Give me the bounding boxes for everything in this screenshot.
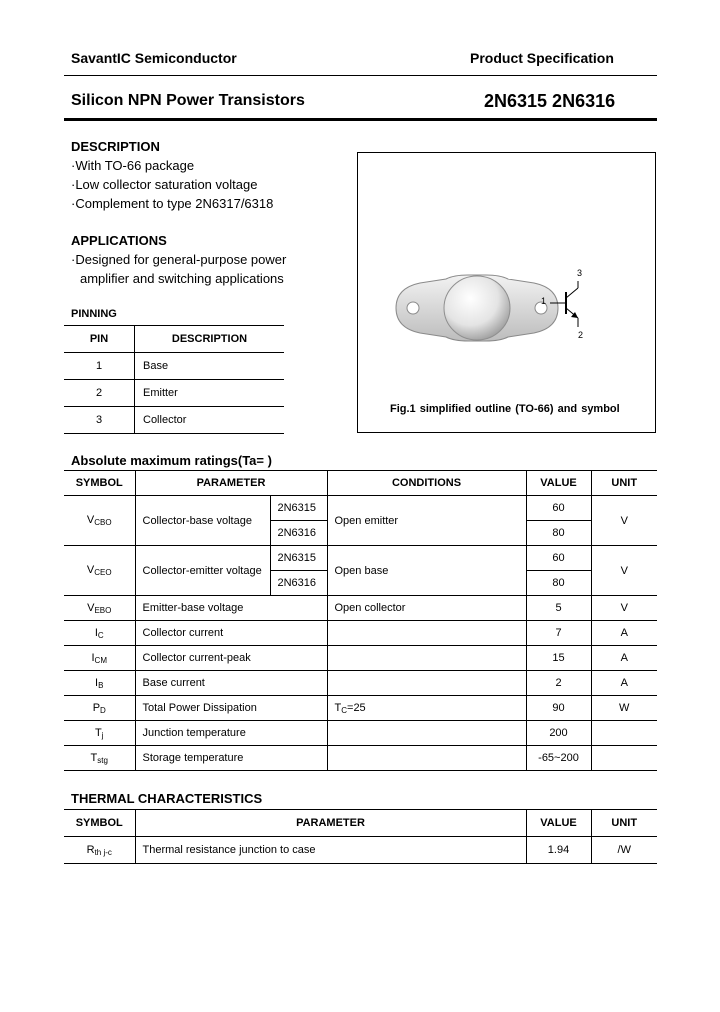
description-item: ·Complement to type 2N6317/6318 (71, 196, 274, 211)
parameter-cell: Base current (135, 671, 327, 696)
parameter-cell: Collector-base voltage (135, 496, 270, 546)
table-header-row (64, 810, 657, 837)
unit-cell: V (591, 496, 657, 546)
table-row (64, 696, 657, 721)
symbol-cell (64, 746, 135, 771)
parameter-cell: Thermal resistance junction to case (135, 837, 526, 864)
condition-cell (327, 646, 526, 671)
condition-sub: C (341, 705, 348, 715)
symbol-sub: CBO (94, 518, 112, 527)
symbol-cell (64, 696, 135, 721)
unit-cell: A (591, 646, 657, 671)
symbol-main: R (86, 843, 95, 856)
value-cell: 1.94 (526, 837, 591, 864)
description-title: DESCRIPTION (71, 139, 160, 154)
symbol-main: I (95, 676, 99, 689)
part-cell: 2N6316 (270, 521, 327, 546)
title-rule (64, 118, 657, 121)
col-header-symbol: SYMBOL (64, 471, 135, 496)
applications-title: APPLICATIONS (71, 233, 167, 248)
symbol-cell (64, 646, 135, 671)
unit-cell (591, 746, 657, 771)
condition-cell (327, 721, 526, 746)
symbol-main: V (86, 514, 95, 526)
symbol-main: P (92, 701, 101, 714)
symbol-main: T (90, 751, 98, 764)
value-cell: 80 (526, 521, 591, 546)
condition-rest: =25 (347, 701, 366, 714)
symbol-cell (64, 496, 135, 546)
figure-box (357, 152, 656, 433)
header-rule (64, 75, 657, 76)
value-cell: 2 (526, 671, 591, 696)
unit-cell: A (591, 621, 657, 646)
pin-description: Emitter (135, 380, 285, 407)
product-line: Silicon NPN Power Transistors (71, 92, 305, 109)
abs-max-table (64, 470, 657, 771)
table-row (64, 407, 284, 434)
col-header-value: VALUE (526, 810, 591, 837)
symbol-sub: j (101, 730, 104, 740)
unit-cell: V (591, 596, 657, 621)
parameter-cell: Collector current-peak (135, 646, 327, 671)
table-header-row (64, 326, 284, 353)
symbol-cell (64, 671, 135, 696)
part-numbers: 2N6315 2N6316 (484, 91, 616, 111)
table-row (64, 380, 284, 407)
symbol-main: T (94, 726, 102, 739)
symbol-pin1-label: 1 (541, 296, 547, 306)
symbol-sub: CM (94, 655, 107, 665)
condition-cell (327, 671, 526, 696)
pin-number: 2 (64, 380, 135, 407)
parameter-cell: Collector-emitter voltage (135, 546, 270, 596)
pin-number: 3 (64, 407, 135, 434)
table-row (64, 837, 657, 864)
value-cell: 80 (526, 571, 591, 596)
col-header-value: VALUE (526, 471, 591, 496)
table-row (64, 496, 657, 521)
symbol-sub: stg (97, 755, 108, 765)
symbol-sub: C (97, 630, 104, 640)
table-row (64, 546, 657, 571)
symbol-cell (64, 837, 135, 864)
parameter-cell: Storage temperature (135, 746, 327, 771)
value-cell: 5 (526, 596, 591, 621)
pin-number: 1 (64, 353, 135, 380)
table-row (64, 721, 657, 746)
condition-cell: Open base (327, 546, 526, 596)
symbol-sub: CEO (94, 568, 112, 577)
parameter-cell: Emitter-base voltage (135, 596, 327, 621)
col-header-pin: PIN (64, 326, 135, 353)
pin-description: Base (135, 353, 285, 380)
applications-line: ·Designed for general-purpose power (71, 252, 287, 267)
symbol-cell (64, 596, 135, 621)
abs-max-title: Absolute maximum ratings(Ta= ) (71, 453, 272, 468)
part-cell: 2N6315 (270, 546, 327, 571)
symbol-main: I (91, 651, 95, 664)
symbol-sub: th j-c (94, 847, 112, 857)
thermal-title: THERMAL CHARACTERISTICS (71, 791, 263, 806)
description-item: ·Low collector saturation voltage (71, 177, 258, 192)
pinning-table (64, 325, 284, 434)
col-header-conditions: CONDITIONS (327, 471, 526, 496)
value-cell: 15 (526, 646, 591, 671)
symbol-sub: EBO (94, 605, 112, 615)
col-header-symbol: SYMBOL (64, 810, 135, 837)
value-cell: 200 (526, 721, 591, 746)
condition-cell: Open collector (327, 596, 526, 621)
value-cell: 7 (526, 621, 591, 646)
value-cell: 60 (526, 496, 591, 521)
symbol-pin3-label: 3 (577, 268, 583, 278)
symbol-cell (64, 721, 135, 746)
value-cell: -65~200 (526, 746, 591, 771)
table-row (64, 671, 657, 696)
npn-transistor-symbol-icon (358, 153, 655, 432)
condition-cell (327, 746, 526, 771)
symbol-main: V (87, 601, 95, 614)
unit-cell (591, 721, 657, 746)
doc-type: Product Specification (470, 50, 614, 66)
value-cell: 60 (526, 546, 591, 571)
parameter-cell: Total Power Dissipation (135, 696, 327, 721)
table-row (64, 646, 657, 671)
symbol-sub: D (100, 705, 106, 715)
table-row (64, 746, 657, 771)
condition-cell (327, 696, 526, 721)
unit-cell: W (591, 696, 657, 721)
col-header-unit: UNIT (591, 471, 657, 496)
company-name: SavantIC Semiconductor (71, 50, 237, 66)
pin-description: Collector (135, 407, 285, 434)
symbol-pin2-label: 2 (578, 330, 584, 340)
figure-caption: Fig.1 simplified outline (TO-66) and symbol (390, 403, 620, 415)
unit-cell: /W (591, 837, 657, 864)
thermal-table (64, 809, 657, 864)
unit-cell: A (591, 671, 657, 696)
col-header-unit: UNIT (591, 810, 657, 837)
part-cell: 2N6316 (270, 571, 327, 596)
part-cell: 2N6315 (270, 496, 327, 521)
table-row (64, 596, 657, 621)
condition-cell (327, 621, 526, 646)
symbol-main: V (86, 564, 95, 576)
value-cell: 90 (526, 696, 591, 721)
parameter-cell: Junction temperature (135, 721, 327, 746)
symbol-main: I (94, 626, 98, 639)
pinning-title: PINNING (71, 308, 117, 320)
symbol-cell (64, 546, 135, 596)
condition-cell: Open emitter (327, 496, 526, 546)
table-header-row (64, 471, 657, 496)
parameter-cell: Collector current (135, 621, 327, 646)
symbol-sub: B (98, 680, 104, 690)
description-item: ·With TO-66 package (71, 158, 195, 173)
table-row (64, 621, 657, 646)
table-row (64, 353, 284, 380)
col-header-parameter: PARAMETER (135, 810, 526, 837)
applications-line: amplifier and switching applications (80, 271, 284, 286)
col-header-parameter: PARAMETER (135, 471, 327, 496)
condition-main: T (334, 701, 342, 714)
symbol-cell (64, 621, 135, 646)
unit-cell: V (591, 546, 657, 596)
col-header-description: DESCRIPTION (135, 326, 285, 353)
